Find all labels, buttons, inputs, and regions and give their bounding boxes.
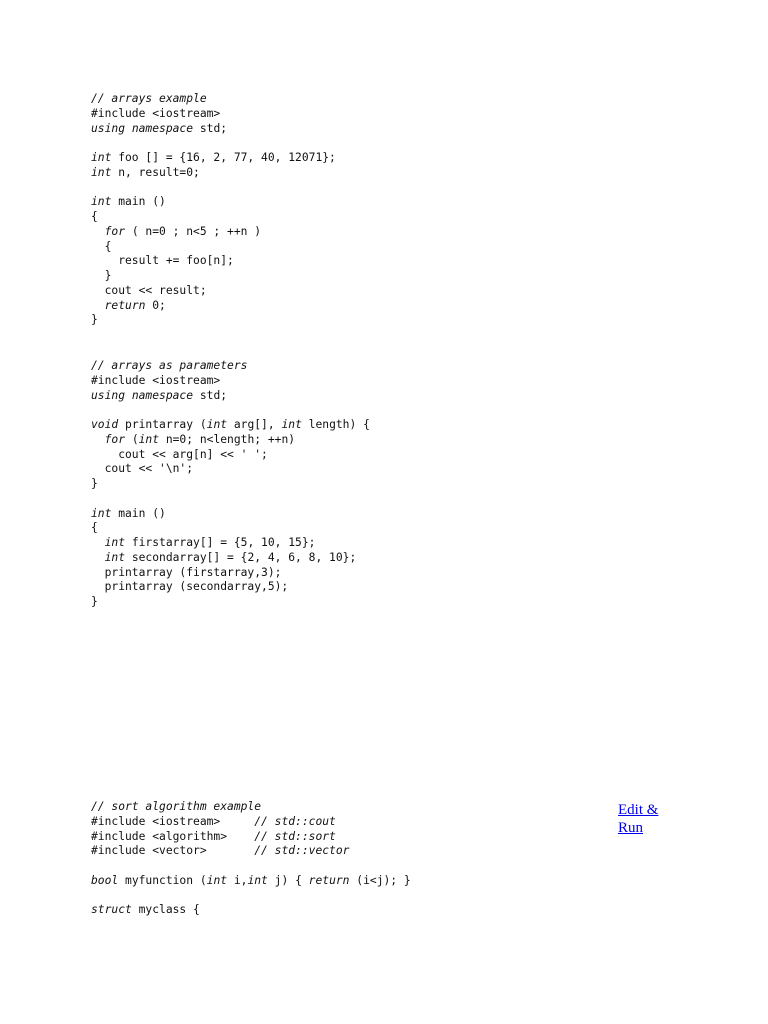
code-line: { [91, 239, 112, 253]
code-line [91, 403, 370, 418]
code-line: for (int n=0; n<length; ++n) [104, 432, 296, 446]
code-block-arrays-as-parameters [91, 359, 370, 610]
code-line: using namespace std; [91, 121, 228, 135]
code-line: cout << result; [91, 283, 207, 297]
code-block-sort-algorithm-example [91, 800, 411, 918]
code-line: #include <iostream> [91, 106, 221, 120]
code-line: int main () [91, 195, 166, 209]
code-line: // arrays example [91, 92, 207, 105]
code-line: return 0; [104, 298, 166, 312]
code-line: // sort algorithm example [91, 800, 262, 813]
code-line: #include <vector> // std::vector [91, 844, 350, 858]
code-line [91, 136, 336, 151]
code-line [91, 181, 336, 196]
code-line: #include <iostream> [91, 373, 221, 387]
code-line: bool myfunction (int i,int j) { return (i<j); } [91, 873, 411, 887]
code-line [91, 859, 411, 874]
code-line: printarray (firstarray,3); [91, 565, 282, 579]
code-line: using namespace std; [91, 388, 228, 402]
code-line: } [91, 595, 98, 608]
code-line: int secondarray[] = {2, 4, 6, 8, 10}; [104, 550, 357, 564]
code-line: #include <iostream> // std::cout [91, 814, 336, 828]
code-line: #include <algorithm> // std::sort [91, 829, 336, 843]
code-line: int main () [91, 506, 166, 520]
code-line [91, 492, 370, 507]
code-line: void printarray (int arg[], int length) { [91, 418, 370, 431]
code-line: int foo [] = {16, 2, 77, 40, 12071}; [91, 151, 336, 164]
code-block-arrays-example [91, 92, 336, 328]
code-line: } [91, 477, 98, 490]
code-line: { [91, 521, 98, 535]
code-line: // arrays as parameters [91, 359, 248, 372]
code-line: for ( n=0 ; n<5 ; ++n ) [104, 224, 262, 238]
edit-and-run-link[interactable]: Edit & Run [618, 802, 659, 836]
code-line: result += foo[n]; [91, 254, 234, 268]
code-line: struct myclass { [91, 903, 200, 917]
code-line: cout << arg[n] << ' '; [91, 447, 268, 461]
code-line: int firstarray[] = {5, 10, 15}; [104, 536, 316, 549]
code-line: } [91, 269, 112, 282]
code-line: { [91, 210, 98, 223]
code-line: } [91, 313, 98, 327]
code-line: cout << '\n'; [91, 462, 194, 476]
code-line: int n, result=0; [91, 165, 200, 179]
code-line [91, 889, 411, 904]
code-line: printarray (secondarray,5); [91, 580, 289, 594]
